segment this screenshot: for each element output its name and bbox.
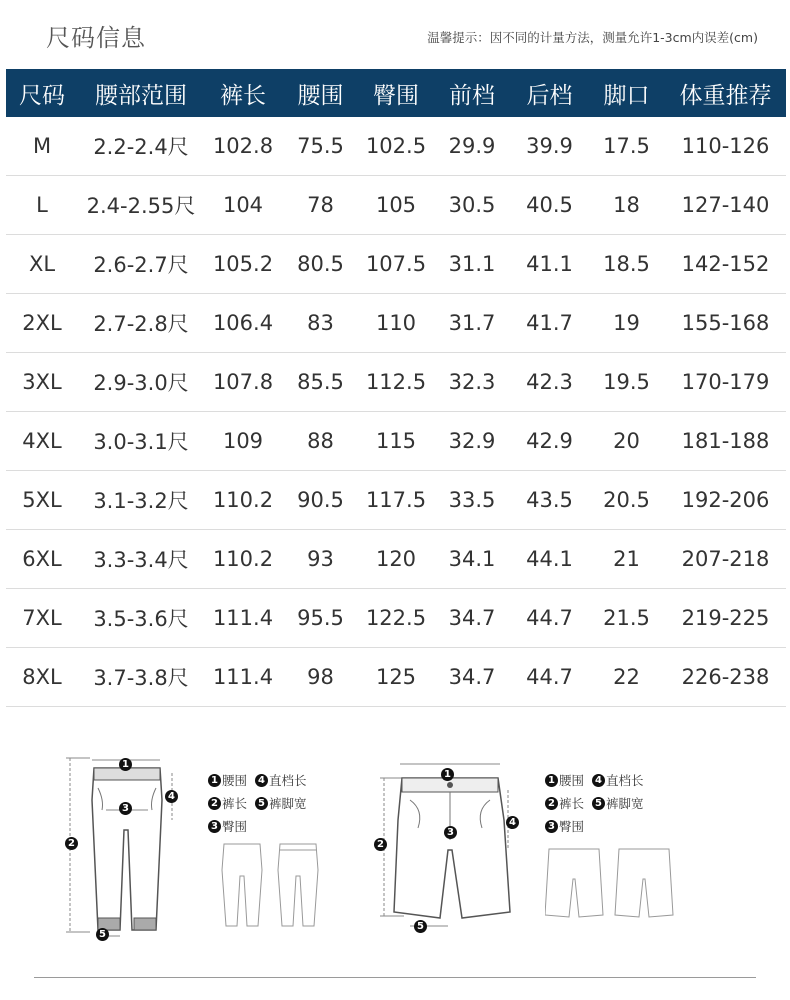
table-cell: 207-218 [665, 530, 786, 589]
table-cell: 20 [588, 412, 665, 471]
table-cell: 17.5 [588, 117, 665, 176]
table-cell: 33.5 [433, 471, 511, 530]
table-cell: 20.5 [588, 471, 665, 530]
table-cell: 117.5 [359, 471, 433, 530]
legend-item: 4 直档长 [592, 770, 644, 791]
table-cell: 125 [359, 648, 433, 707]
column-header: 腰部范围 [78, 69, 204, 117]
table-cell: 42.9 [511, 412, 588, 471]
marker-3: 3 [119, 802, 132, 815]
table-cell: 98 [282, 648, 359, 707]
table-cell: 111.4 [204, 648, 282, 707]
table-cell: 32.9 [433, 412, 511, 471]
table-cell: 3.3-3.4尺 [78, 530, 204, 589]
table-cell: 2.9-3.0尺 [78, 353, 204, 412]
table-cell: 88 [282, 412, 359, 471]
table-cell: 30.5 [433, 176, 511, 235]
table-row [6, 176, 786, 235]
table-cell: 155-168 [665, 294, 786, 353]
table-cell: 110 [359, 294, 433, 353]
table-cell: 41.7 [511, 294, 588, 353]
table-cell: 31.7 [433, 294, 511, 353]
pants-diagram [62, 740, 192, 945]
table-cell: 44.1 [511, 530, 588, 589]
table-cell: 110.2 [204, 530, 282, 589]
table-row [6, 589, 786, 648]
table-cell: 80.5 [282, 235, 359, 294]
table-cell: 19.5 [588, 353, 665, 412]
table-cell: 40.5 [511, 176, 588, 235]
table-cell: 105 [359, 176, 433, 235]
table-cell: 22 [588, 648, 665, 707]
table-row [6, 117, 786, 176]
shorts-marker-5: 5 [414, 920, 427, 933]
shorts-thumbnail-illustration [545, 845, 675, 920]
table-header-row [6, 69, 786, 117]
table-cell: 3.5-3.6尺 [78, 589, 204, 648]
legend-item: 4 直档长 [255, 770, 307, 791]
table-cell: 105.2 [204, 235, 282, 294]
column-header: 臀围 [359, 69, 433, 117]
table-cell: 122.5 [359, 589, 433, 648]
pants-legend [208, 768, 338, 837]
pants-thumbnail-illustration [220, 840, 330, 930]
shorts-thumbnails [545, 845, 675, 920]
table-cell: 2.6-2.7尺 [78, 235, 204, 294]
size-table [6, 69, 786, 707]
shorts-legend [545, 768, 675, 837]
table-cell: XL [6, 235, 78, 294]
legend-item: 2 裤长 [545, 793, 584, 814]
table-row [6, 294, 786, 353]
table-cell: 95.5 [282, 589, 359, 648]
table-cell: 78 [282, 176, 359, 235]
table-row [6, 412, 786, 471]
table-cell: 2XL [6, 294, 78, 353]
shorts-marker-4: 4 [506, 816, 519, 829]
table-cell: 90.5 [282, 471, 359, 530]
shorts-marker-2: 2 [374, 838, 387, 851]
table-cell: 2.2-2.4尺 [78, 117, 204, 176]
table-cell: 107.5 [359, 235, 433, 294]
table-cell: 44.7 [511, 648, 588, 707]
table-cell: 18 [588, 176, 665, 235]
table-cell: 41.1 [511, 235, 588, 294]
legend-item: 1 腰围 [545, 770, 584, 791]
legend-item: 3 臀围 [208, 816, 247, 837]
column-header: 脚口 [588, 69, 665, 117]
table-cell: 192-206 [665, 471, 786, 530]
table-cell: 8XL [6, 648, 78, 707]
table-cell: 43.5 [511, 471, 588, 530]
table-cell: 93 [282, 530, 359, 589]
pants-thumbnails [220, 840, 330, 930]
column-header: 前档 [433, 69, 511, 117]
table-row [6, 471, 786, 530]
table-cell: 106.4 [204, 294, 282, 353]
shorts-marker-1: 1 [441, 768, 454, 781]
table-cell: 34.7 [433, 648, 511, 707]
table-cell: 75.5 [282, 117, 359, 176]
table-row [6, 235, 786, 294]
column-header: 裤长 [204, 69, 282, 117]
table-row [6, 530, 786, 589]
legend-item: 5 裤脚宽 [255, 793, 307, 814]
column-header: 尺码 [6, 69, 78, 117]
table-cell: 181-188 [665, 412, 786, 471]
table-cell: M [6, 117, 78, 176]
marker-4: 4 [165, 790, 178, 803]
table-cell: 21 [588, 530, 665, 589]
table-cell: 3.1-3.2尺 [78, 471, 204, 530]
table-cell: 109 [204, 412, 282, 471]
table-cell: 3.7-3.8尺 [78, 648, 204, 707]
bottom-divider [34, 977, 756, 978]
legend-item: 2 裤长 [208, 793, 247, 814]
table-cell: 4XL [6, 412, 78, 471]
page-title: 尺码信息 [46, 24, 146, 52]
table-cell: 127-140 [665, 176, 786, 235]
legend-item: 5 裤脚宽 [592, 793, 644, 814]
table-cell: 83 [282, 294, 359, 353]
table-cell: 112.5 [359, 353, 433, 412]
table-cell: 2.7-2.8尺 [78, 294, 204, 353]
table-cell: 34.1 [433, 530, 511, 589]
table-cell: 29.9 [433, 117, 511, 176]
shorts-marker-3: 3 [444, 826, 457, 839]
table-cell: 111.4 [204, 589, 282, 648]
shorts-diagram [370, 740, 530, 940]
marker-5: 5 [96, 928, 109, 941]
table-row [6, 648, 786, 707]
table-cell: 219-225 [665, 589, 786, 648]
table-cell: 110-126 [665, 117, 786, 176]
table-row [6, 353, 786, 412]
table-cell: 44.7 [511, 589, 588, 648]
table-cell: 3XL [6, 353, 78, 412]
table-cell: 5XL [6, 471, 78, 530]
column-header: 腰围 [282, 69, 359, 117]
marker-2: 2 [65, 837, 78, 850]
table-cell: L [6, 176, 78, 235]
table-cell: 102.8 [204, 117, 282, 176]
table-cell: 120 [359, 530, 433, 589]
table-cell: 115 [359, 412, 433, 471]
table-cell: 39.9 [511, 117, 588, 176]
table-cell: 42.3 [511, 353, 588, 412]
table-cell: 6XL [6, 530, 78, 589]
measurement-tip: 温馨提示：因不同的计量方法，测量允许1-3cm内误差(cm) [427, 30, 758, 45]
table-cell: 31.1 [433, 235, 511, 294]
table-cell: 85.5 [282, 353, 359, 412]
table-cell: 21.5 [588, 589, 665, 648]
table-cell: 110.2 [204, 471, 282, 530]
table-cell: 3.0-3.1尺 [78, 412, 204, 471]
table-cell: 142-152 [665, 235, 786, 294]
table-cell: 104 [204, 176, 282, 235]
table-cell: 2.4-2.55尺 [78, 176, 204, 235]
table-cell: 18.5 [588, 235, 665, 294]
column-header: 体重推荐 [665, 69, 786, 117]
table-cell: 34.7 [433, 589, 511, 648]
table-cell: 226-238 [665, 648, 786, 707]
legend-item: 3 臀围 [545, 816, 584, 837]
table-cell: 170-179 [665, 353, 786, 412]
table-cell: 102.5 [359, 117, 433, 176]
table-cell: 32.3 [433, 353, 511, 412]
table-cell: 19 [588, 294, 665, 353]
table-cell: 107.8 [204, 353, 282, 412]
column-header: 后档 [511, 69, 588, 117]
table-cell: 7XL [6, 589, 78, 648]
marker-1: 1 [119, 758, 132, 771]
legend-item: 1 腰围 [208, 770, 247, 791]
